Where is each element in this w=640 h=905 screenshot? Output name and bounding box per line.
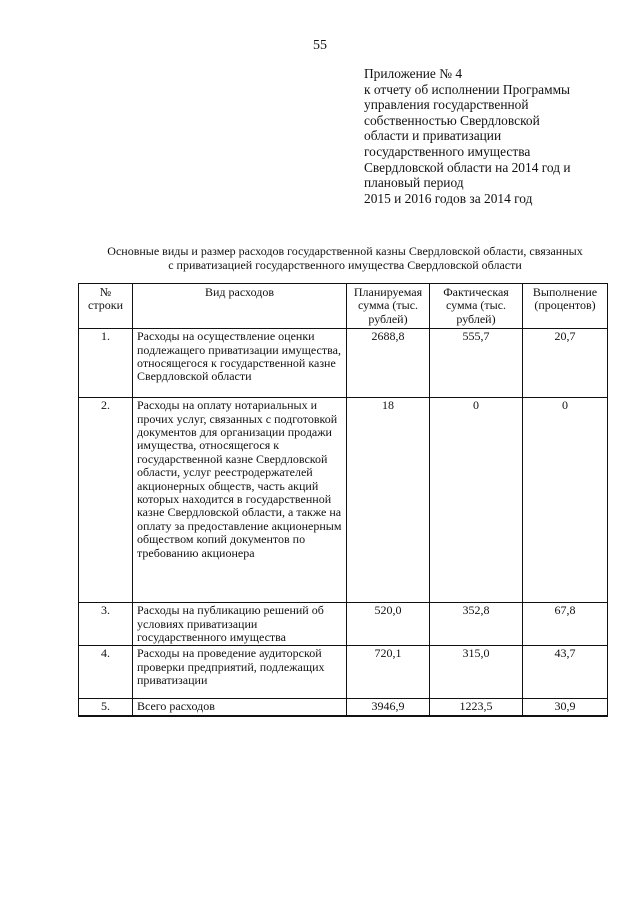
appendix-line: государственного имущества <box>364 143 531 159</box>
table-total-row <box>79 699 608 716</box>
row-number: 5. <box>79 699 133 716</box>
expense-name: Расходы на проведение аудиторской проверки предприятий, подлежащих приватизации <box>133 646 347 699</box>
row-number: 3. <box>79 603 133 646</box>
appendix-line: плановый период <box>364 175 464 191</box>
actual-sum: 315,0 <box>430 646 523 699</box>
table-header-row <box>79 284 608 329</box>
completion-percent: 0 <box>523 398 608 603</box>
actual-sum: 352,8 <box>430 603 523 646</box>
completion-percent: 30,9 <box>523 699 608 716</box>
planned-sum: 2688,8 <box>347 329 430 398</box>
header-completion-percent: Выполнение (процентов) <box>523 284 608 329</box>
completion-percent: 67,8 <box>523 603 608 646</box>
completion-percent: 20,7 <box>523 329 608 398</box>
appendix-line: Приложение № 4 <box>364 66 463 81</box>
expenses-table <box>78 283 608 717</box>
planned-sum: 520,0 <box>347 603 430 646</box>
caption-line: с приватизацией государственного имущества Свердловской области <box>168 258 522 272</box>
table-row <box>79 329 608 398</box>
table-row <box>79 646 608 699</box>
table-row <box>79 603 608 646</box>
expense-name: Расходы на осуществление оценки подлежащего приватизации имущества, относящегося к государственной казне Свердловской области <box>133 329 347 398</box>
planned-sum: 18 <box>347 398 430 603</box>
completion-percent: 43,7 <box>523 646 608 699</box>
appendix-header <box>364 66 624 206</box>
actual-sum: 0 <box>430 398 523 603</box>
actual-sum: 1223,5 <box>430 699 523 716</box>
caption-line: Основные виды и размер расходов государственной казны Свердловской области, связанных <box>107 244 583 258</box>
expense-name: Всего расходов <box>133 699 347 716</box>
table-row <box>79 398 608 603</box>
appendix-line: к отчету об исполнении Программы <box>364 81 571 97</box>
planned-sum: 3946,9 <box>347 699 430 716</box>
row-number: 2. <box>79 398 133 603</box>
header-row-number: № строки <box>79 284 133 329</box>
appendix-line: 2015 и 2016 годов за 2014 год <box>364 190 533 206</box>
expense-name: Расходы на оплату нотариальных и прочих услуг, связанных с подготовкой документов для организации продажи имущества, относящегося к государственной казне Свердловской области, услуг реестродержателей акционерных обществ, часть акций которых находится в государственной казне Свердловской области, а также на оплату за предоставление акционерным обществом копий документов по требованию акционера <box>133 398 347 603</box>
row-number: 1. <box>79 329 133 398</box>
appendix-line: области и приватизации <box>364 128 502 144</box>
header-actual-sum: Фактическая сумма (тыс. рублей) <box>430 284 523 329</box>
planned-sum: 720,1 <box>347 646 430 699</box>
header-planned-sum: Планируемая сумма (тыс. рублей) <box>347 284 430 329</box>
table-caption <box>70 244 620 272</box>
appendix-line: Свердловской области на 2014 год и <box>364 159 571 175</box>
appendix-line: управления государственной <box>364 97 529 113</box>
row-number: 4. <box>79 646 133 699</box>
expense-name: Расходы на публикацию решений об условиях приватизации государственного имущества <box>133 603 347 646</box>
header-expense-type: Вид расходов <box>133 284 347 329</box>
page-number: 55 <box>313 38 327 53</box>
actual-sum: 555,7 <box>430 329 523 398</box>
appendix-line: собственностью Свердловской <box>364 112 540 128</box>
